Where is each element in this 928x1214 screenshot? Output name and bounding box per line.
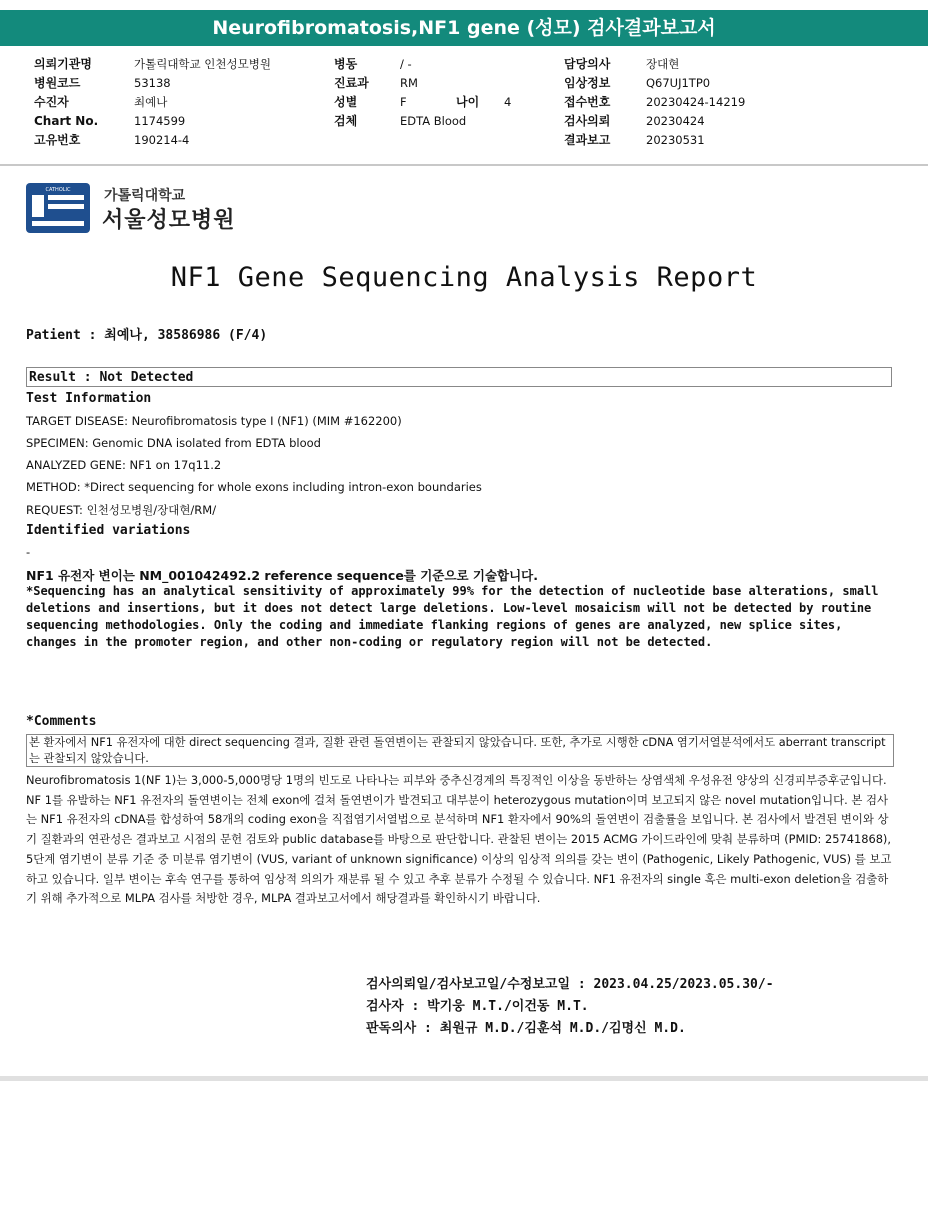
comments-body: Neurofibromatosis 1(NF 1)는 3,000-5,000명당 1명의 빈도로 나타나는 피부와 중추신경계의 특징적인 이상을 동반하는 상염색체 우성유전 양상의 신경피부증후군입니다. NF 1를 유발하는 NF1 유전자의 돌연변이는 전체 exon에 걸쳐 돌연변이가 발견되고 대부분이 heterozygous mutation이며 보고되지 않은 novel mutation입니다. 본 검사는 NF1 유전자의 cDNA를 합성하여 58개의 coding exon을 직접염기서열법으로 분석하며 NF1 환자에서 90%의 돌연변이 검출률을 보입니다. 본 검사에서 발견된 변이와 상기 질환과의 연관성은 결과보고 시점의 문헌 검토와 public database를 바탕으로 판단합니다. 관찰된 변이는 2015 ACMG 가이드라인에 맞춰 분류하며 (PMID: 25741868), 5단계 염기변이 분류 기준 중 미분류 염기변이 (VUS, variant of unknown significance) 이상의 임상적 의의를 갖는 변이 (Pathogenic, Likely Pathogenic, VUS) 를 보고하고 있습니다. 일부 변이는 후속 연구를 통하여 임상적 의의가 재분류 될 수 있고 추후 분류가 수정될 수 있습니다. NF1 유전자의 single 혹은 multi-exon deletion을 검출하기 위해 추가적으로 MLPA 검사를 처방한 경우, MLPA 결과보고서에서 해당결과를 확인하시기 바랍니다. <box>26 773 892 906</box>
header-label: 나이 <box>456 95 480 109</box>
header-value: 가톨릭대학교 인천성모병원 <box>134 57 271 71</box>
test-info-specimen: SPECIMEN: Genomic DNA isolated from EDTA blood <box>26 436 321 450</box>
hospital-logo-icon <box>26 183 90 233</box>
header-label: 성별 <box>334 95 358 109</box>
header-label: 고유번호 <box>34 133 81 147</box>
header-value: EDTA Blood <box>400 114 467 128</box>
identified-value: - <box>26 545 31 559</box>
header-label: 임상정보 <box>564 76 611 90</box>
reading-physicians: 판독의사 : 최원규 M.D./김훈석 M.D./김명신 M.D. <box>366 1021 686 1036</box>
logo-text-hospital: 서울성모병원 <box>102 208 236 233</box>
logo-seal-text: CATHOLIC <box>45 187 71 193</box>
header-label: 검사의뢰 <box>564 114 611 128</box>
technicians: 검사자 : 박기웅 M.T./이건동 M.T. <box>366 999 589 1014</box>
test-info-target: TARGET DISEASE: Neurofibromatosis type I (NF1) (MIM #162200) <box>26 414 402 428</box>
header-label: Chart No. <box>34 114 99 128</box>
patient-line: Patient : 최예나, 38586986 (F/4) <box>26 328 268 343</box>
comments-heading: *Comments <box>26 714 97 729</box>
header-value: 4 <box>504 95 512 109</box>
header-value: / - <box>400 57 412 71</box>
test-info-request: REQUEST: 인천성모병원/장대현/RM/ <box>26 503 217 517</box>
test-info-heading: Test Information <box>26 391 152 406</box>
header-col-1 <box>34 55 271 150</box>
header-col-3 <box>564 55 745 150</box>
test-info-method: METHOD: *Direct sequencing for whole exons including intron-exon boundaries <box>26 480 482 494</box>
footer-divider <box>0 1076 928 1081</box>
header-label: 병동 <box>334 57 358 71</box>
result-box: Result : Not Detected <box>26 367 892 387</box>
header-label: 접수번호 <box>564 95 611 109</box>
header-label: 결과보고 <box>564 133 611 147</box>
identified-heading: Identified variations <box>26 523 191 538</box>
header-label: 담당의사 <box>564 57 611 71</box>
header-label: 수진자 <box>34 95 69 109</box>
header-label: 진료과 <box>334 76 369 90</box>
header-value: 190214-4 <box>134 133 190 147</box>
header-divider <box>0 164 928 166</box>
report-title: NF1 Gene Sequencing Analysis Report <box>170 262 758 293</box>
header-value: 20230424-14219 <box>646 95 746 109</box>
report-dates: 검사의뢰일/검사보고일/수정보고일 : 2023.04.25/2023.05.30/- <box>366 977 774 992</box>
header-label: 병원코드 <box>34 76 81 90</box>
comments-summary-box: 본 환자에서 NF1 유전자에 대한 direct sequencing 결과, 질환 관련 돌연변이는 관찰되지 않았습니다. 또한, 추가로 시행한 cDNA 염기서열분석에서도 aberrant transcript는 관찰되지 않았습니다. <box>26 734 894 767</box>
header-col-2 <box>334 55 511 131</box>
report-header-title: Neurofibromatosis,NF1 gene (성모) 검사결과보고서 <box>0 10 928 46</box>
header-value: 장대현 <box>646 57 680 71</box>
header-value: F <box>400 95 407 109</box>
sensitivity-note: *Sequencing has an analytical sensitivity of approximately 99% for the detection of nucleotide base alterations, small deletions and insertions, but it does not detect large deletions. Low-level mosaicism will not be detected by routine sequencing methodologies. Only the coding and immediate flanking regions of genes are analyzed, new splice sites, changes in the promoter region, and other non-coding or regulatory region will not be detected. <box>26 584 879 649</box>
header-value: RM <box>400 76 418 90</box>
reference-note: NF1 유전자 변이는 NM_001042492.2 reference sequence를 기준으로 기술합니다. <box>26 568 538 583</box>
header-value: 20230424 <box>646 114 705 128</box>
header-label: 의뢰기관명 <box>34 57 92 71</box>
header-value: 최예나 <box>134 95 168 109</box>
header-value: 53138 <box>134 76 171 90</box>
header-value: 20230531 <box>646 133 705 147</box>
logo-text-university: 가톨릭대학교 <box>104 188 186 204</box>
header-value: Q67UJ1TP0 <box>646 76 711 90</box>
test-info-gene: ANALYZED GENE: NF1 on 17q11.2 <box>26 458 222 472</box>
header-label: 검체 <box>334 114 358 128</box>
header-value: 1174599 <box>134 114 186 128</box>
